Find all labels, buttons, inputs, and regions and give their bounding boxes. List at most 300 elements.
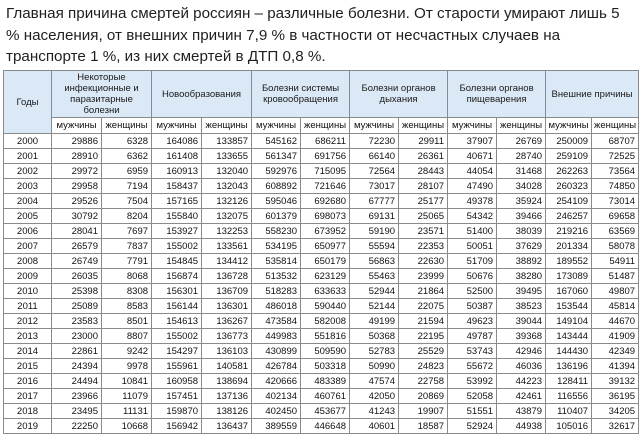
value-cell: 69131 xyxy=(350,209,399,224)
value-cell: 26579 xyxy=(52,239,102,254)
value-cell: 54342 xyxy=(448,209,497,224)
value-cell: 219216 xyxy=(546,224,592,239)
value-cell: 52924 xyxy=(448,419,497,434)
value-cell: 37907 xyxy=(448,134,497,149)
value-cell: 155002 xyxy=(152,329,202,344)
value-cell: 133655 xyxy=(202,149,252,164)
value-cell: 55672 xyxy=(448,359,497,374)
value-cell: 55594 xyxy=(350,239,399,254)
value-cell: 28041 xyxy=(52,224,102,239)
value-cell: 23583 xyxy=(52,314,102,329)
group-header-respiratory: Болезни органов дыхания xyxy=(350,71,448,118)
value-cell: 38280 xyxy=(497,269,546,284)
table-row xyxy=(4,359,639,374)
value-cell: 73017 xyxy=(350,179,399,194)
table-row xyxy=(4,269,639,284)
value-cell: 25529 xyxy=(399,344,448,359)
value-cell: 715095 xyxy=(301,164,350,179)
value-cell: 116556 xyxy=(546,389,592,404)
value-cell: 132040 xyxy=(202,164,252,179)
value-cell: 160958 xyxy=(152,374,202,389)
year-cell: 2004 xyxy=(4,194,52,209)
value-cell: 721646 xyxy=(301,179,350,194)
value-cell: 26361 xyxy=(399,149,448,164)
value-cell: 10841 xyxy=(102,374,152,389)
value-cell: 59190 xyxy=(350,224,399,239)
value-cell: 30792 xyxy=(52,209,102,224)
value-cell: 32617 xyxy=(592,419,639,434)
year-cell: 2014 xyxy=(4,344,52,359)
value-cell: 9978 xyxy=(102,359,152,374)
table-row xyxy=(4,329,639,344)
value-cell: 47490 xyxy=(448,179,497,194)
year-cell: 2000 xyxy=(4,134,52,149)
value-cell: 44938 xyxy=(497,419,546,434)
value-cell: 25398 xyxy=(52,284,102,299)
table-row xyxy=(4,134,639,149)
table-body xyxy=(4,134,639,434)
sub-header-male: мужчины xyxy=(448,118,497,134)
value-cell: 21864 xyxy=(399,284,448,299)
value-cell: 37629 xyxy=(497,239,546,254)
value-cell: 7194 xyxy=(102,179,152,194)
group-header-external: Внешние причины xyxy=(546,71,639,118)
value-cell: 128411 xyxy=(546,374,592,389)
table-row xyxy=(4,179,639,194)
value-cell: 34028 xyxy=(497,179,546,194)
value-cell: 535814 xyxy=(252,254,301,269)
group-header-neoplasms: Новообразования xyxy=(152,71,252,118)
value-cell: 201334 xyxy=(546,239,592,254)
value-cell: 42349 xyxy=(592,344,639,359)
value-cell: 26035 xyxy=(52,269,102,284)
value-cell: 453677 xyxy=(301,404,350,419)
value-cell: 460761 xyxy=(301,389,350,404)
value-cell: 158437 xyxy=(152,179,202,194)
sub-header-male: мужчины xyxy=(546,118,592,134)
value-cell: 40601 xyxy=(350,419,399,434)
table-row xyxy=(4,149,639,164)
table-row xyxy=(4,404,639,419)
value-cell: 7837 xyxy=(102,239,152,254)
value-cell: 28443 xyxy=(399,164,448,179)
value-cell: 49199 xyxy=(350,314,399,329)
value-cell: 9242 xyxy=(102,344,152,359)
year-cell: 2001 xyxy=(4,149,52,164)
value-cell: 138694 xyxy=(202,374,252,389)
sub-header-male: мужчины xyxy=(252,118,301,134)
value-cell: 52500 xyxy=(448,284,497,299)
table-row xyxy=(4,344,639,359)
value-cell: 72525 xyxy=(592,149,639,164)
value-cell: 39368 xyxy=(497,329,546,344)
value-cell: 24494 xyxy=(52,374,102,389)
value-cell: 551816 xyxy=(301,329,350,344)
value-cell: 40671 xyxy=(448,149,497,164)
value-cell: 154613 xyxy=(152,314,202,329)
value-cell: 50387 xyxy=(448,299,497,314)
value-cell: 49807 xyxy=(592,284,639,299)
value-cell: 49623 xyxy=(448,314,497,329)
value-cell: 67777 xyxy=(350,194,399,209)
value-cell: 54911 xyxy=(592,254,639,269)
value-cell: 69658 xyxy=(592,209,639,224)
value-cell: 21594 xyxy=(399,314,448,329)
value-cell: 483389 xyxy=(301,374,350,389)
value-cell: 592976 xyxy=(252,164,301,179)
value-cell: 23966 xyxy=(52,389,102,404)
value-cell: 11079 xyxy=(102,389,152,404)
value-cell: 105016 xyxy=(546,419,592,434)
year-cell: 2019 xyxy=(4,419,52,434)
value-cell: 691756 xyxy=(301,149,350,164)
value-cell: 136437 xyxy=(202,419,252,434)
value-cell: 53992 xyxy=(448,374,497,389)
value-cell: 29958 xyxy=(52,179,102,194)
value-cell: 698073 xyxy=(301,209,350,224)
value-cell: 156144 xyxy=(152,299,202,314)
value-cell: 389559 xyxy=(252,419,301,434)
value-cell: 22075 xyxy=(399,299,448,314)
sub-header-female: женщины xyxy=(592,118,639,134)
sub-header-female: женщины xyxy=(399,118,448,134)
value-cell: 42946 xyxy=(497,344,546,359)
value-cell: 534195 xyxy=(252,239,301,254)
table-row xyxy=(4,239,639,254)
value-cell: 590440 xyxy=(301,299,350,314)
value-cell: 650977 xyxy=(301,239,350,254)
value-cell: 430899 xyxy=(252,344,301,359)
value-cell: 7791 xyxy=(102,254,152,269)
value-cell: 26769 xyxy=(497,134,546,149)
sub-header-male: мужчины xyxy=(350,118,399,134)
value-cell: 8068 xyxy=(102,269,152,284)
year-cell: 2016 xyxy=(4,374,52,389)
value-cell: 144430 xyxy=(546,344,592,359)
value-cell: 420666 xyxy=(252,374,301,389)
sub-header-female: женщины xyxy=(497,118,546,134)
value-cell: 137136 xyxy=(202,389,252,404)
value-cell: 45814 xyxy=(592,299,639,314)
value-cell: 673952 xyxy=(301,224,350,239)
value-cell: 49787 xyxy=(448,329,497,344)
table-row xyxy=(4,419,639,434)
value-cell: 518283 xyxy=(252,284,301,299)
value-cell: 73014 xyxy=(592,194,639,209)
value-cell: 7504 xyxy=(102,194,152,209)
value-cell: 23495 xyxy=(52,404,102,419)
value-cell: 23571 xyxy=(399,224,448,239)
value-cell: 558230 xyxy=(252,224,301,239)
value-cell: 52944 xyxy=(350,284,399,299)
year-cell: 2018 xyxy=(4,404,52,419)
value-cell: 39495 xyxy=(497,284,546,299)
table-sex-header-row xyxy=(4,118,639,134)
value-cell: 8501 xyxy=(102,314,152,329)
sub-header-male: мужчины xyxy=(52,118,102,134)
value-cell: 39132 xyxy=(592,374,639,389)
value-cell: 154845 xyxy=(152,254,202,269)
value-cell: 262263 xyxy=(546,164,592,179)
value-cell: 56863 xyxy=(350,254,399,269)
value-cell: 52058 xyxy=(448,389,497,404)
value-cell: 49378 xyxy=(448,194,497,209)
value-cell: 155840 xyxy=(152,209,202,224)
group-header-infectious: Некоторые инфекционные и паразитарные болезни xyxy=(52,71,152,118)
value-cell: 164086 xyxy=(152,134,202,149)
year-cell: 2010 xyxy=(4,284,52,299)
sub-header-male: мужчины xyxy=(152,118,202,134)
value-cell: 561347 xyxy=(252,149,301,164)
value-cell: 25065 xyxy=(399,209,448,224)
value-cell: 7697 xyxy=(102,224,152,239)
value-cell: 51400 xyxy=(448,224,497,239)
value-cell: 50051 xyxy=(448,239,497,254)
value-cell: 509590 xyxy=(301,344,350,359)
value-cell: 156301 xyxy=(152,284,202,299)
value-cell: 19907 xyxy=(399,404,448,419)
value-cell: 402450 xyxy=(252,404,301,419)
value-cell: 161408 xyxy=(152,149,202,164)
value-cell: 153927 xyxy=(152,224,202,239)
value-cell: 68707 xyxy=(592,134,639,149)
value-cell: 402134 xyxy=(252,389,301,404)
value-cell: 55463 xyxy=(350,269,399,284)
value-cell: 136196 xyxy=(546,359,592,374)
value-cell: 473584 xyxy=(252,314,301,329)
table-row xyxy=(4,284,639,299)
value-cell: 132075 xyxy=(202,209,252,224)
value-cell: 149104 xyxy=(546,314,592,329)
value-cell: 51709 xyxy=(448,254,497,269)
value-cell: 601379 xyxy=(252,209,301,224)
table-row xyxy=(4,314,639,329)
value-cell: 650179 xyxy=(301,254,350,269)
value-cell: 38892 xyxy=(497,254,546,269)
value-cell: 43879 xyxy=(497,404,546,419)
value-cell: 29526 xyxy=(52,194,102,209)
value-cell: 260323 xyxy=(546,179,592,194)
value-cell: 25089 xyxy=(52,299,102,314)
sub-header-female: женщины xyxy=(102,118,152,134)
value-cell: 34205 xyxy=(592,404,639,419)
value-cell: 39044 xyxy=(497,314,546,329)
value-cell: 136728 xyxy=(202,269,252,284)
value-cell: 132126 xyxy=(202,194,252,209)
value-cell: 8204 xyxy=(102,209,152,224)
value-cell: 633633 xyxy=(301,284,350,299)
value-cell: 46036 xyxy=(497,359,546,374)
year-cell: 2012 xyxy=(4,314,52,329)
value-cell: 31468 xyxy=(497,164,546,179)
value-cell: 23999 xyxy=(399,269,448,284)
value-cell: 138126 xyxy=(202,404,252,419)
value-cell: 26749 xyxy=(52,254,102,269)
value-cell: 545162 xyxy=(252,134,301,149)
value-cell: 24394 xyxy=(52,359,102,374)
value-cell: 39466 xyxy=(497,209,546,224)
year-cell: 2005 xyxy=(4,209,52,224)
value-cell: 686211 xyxy=(301,134,350,149)
value-cell: 189552 xyxy=(546,254,592,269)
value-cell: 157451 xyxy=(152,389,202,404)
value-cell: 20869 xyxy=(399,389,448,404)
value-cell: 28107 xyxy=(399,179,448,194)
mortality-table xyxy=(3,70,639,434)
year-cell: 2013 xyxy=(4,329,52,344)
value-cell: 446648 xyxy=(301,419,350,434)
value-cell: 29911 xyxy=(399,134,448,149)
value-cell: 8807 xyxy=(102,329,152,344)
intro-paragraph: Главная причина смертей россиян – различные болезни. От старости умирают лишь 5 % населения, от внешних причин 7,9 % в частности от несчастных случаев на транспорте 1 %, из них смертей в ДТП 0,8 %. xyxy=(6,5,620,65)
value-cell: 156874 xyxy=(152,269,202,284)
value-cell: 136773 xyxy=(202,329,252,344)
table-row xyxy=(4,209,639,224)
value-cell: 582008 xyxy=(301,314,350,329)
value-cell: 259109 xyxy=(546,149,592,164)
value-cell: 155961 xyxy=(152,359,202,374)
value-cell: 22861 xyxy=(52,344,102,359)
value-cell: 41909 xyxy=(592,329,639,344)
value-cell: 160913 xyxy=(152,164,202,179)
value-cell: 51487 xyxy=(592,269,639,284)
value-cell: 246257 xyxy=(546,209,592,224)
value-cell: 250009 xyxy=(546,134,592,149)
year-cell: 2007 xyxy=(4,239,52,254)
value-cell: 51551 xyxy=(448,404,497,419)
value-cell: 74850 xyxy=(592,179,639,194)
sub-header-female: женщины xyxy=(301,118,350,134)
value-cell: 486018 xyxy=(252,299,301,314)
value-cell: 24823 xyxy=(399,359,448,374)
value-cell: 608892 xyxy=(252,179,301,194)
value-cell: 159870 xyxy=(152,404,202,419)
value-cell: 50990 xyxy=(350,359,399,374)
value-cell: 41243 xyxy=(350,404,399,419)
value-cell: 143444 xyxy=(546,329,592,344)
value-cell: 28740 xyxy=(497,149,546,164)
value-cell: 6362 xyxy=(102,149,152,164)
value-cell: 50368 xyxy=(350,329,399,344)
value-cell: 8583 xyxy=(102,299,152,314)
value-cell: 136301 xyxy=(202,299,252,314)
value-cell: 35924 xyxy=(497,194,546,209)
group-header-circulatory: Болезни системы кровообращения xyxy=(252,71,350,118)
value-cell: 50676 xyxy=(448,269,497,284)
value-cell: 72230 xyxy=(350,134,399,149)
value-cell: 42050 xyxy=(350,389,399,404)
value-cell: 132043 xyxy=(202,179,252,194)
value-cell: 18587 xyxy=(399,419,448,434)
value-cell: 692680 xyxy=(301,194,350,209)
year-cell: 2017 xyxy=(4,389,52,404)
value-cell: 10668 xyxy=(102,419,152,434)
value-cell: 136103 xyxy=(202,344,252,359)
value-cell: 22630 xyxy=(399,254,448,269)
year-cell: 2011 xyxy=(4,299,52,314)
value-cell: 136267 xyxy=(202,314,252,329)
value-cell: 154297 xyxy=(152,344,202,359)
value-cell: 134412 xyxy=(202,254,252,269)
value-cell: 156942 xyxy=(152,419,202,434)
value-cell: 623129 xyxy=(301,269,350,284)
value-cell: 28910 xyxy=(52,149,102,164)
table-row xyxy=(4,194,639,209)
value-cell: 23000 xyxy=(52,329,102,344)
year-cell: 2006 xyxy=(4,224,52,239)
value-cell: 47574 xyxy=(350,374,399,389)
value-cell: 44054 xyxy=(448,164,497,179)
value-cell: 38523 xyxy=(497,299,546,314)
value-cell: 6959 xyxy=(102,164,152,179)
value-cell: 53743 xyxy=(448,344,497,359)
table-row xyxy=(4,299,639,314)
value-cell: 38039 xyxy=(497,224,546,239)
year-cell: 2015 xyxy=(4,359,52,374)
value-cell: 140581 xyxy=(202,359,252,374)
value-cell: 52783 xyxy=(350,344,399,359)
table-row xyxy=(4,374,639,389)
value-cell: 426784 xyxy=(252,359,301,374)
value-cell: 44223 xyxy=(497,374,546,389)
value-cell: 36195 xyxy=(592,389,639,404)
value-cell: 66140 xyxy=(350,149,399,164)
value-cell: 167060 xyxy=(546,284,592,299)
value-cell: 8308 xyxy=(102,284,152,299)
value-cell: 11131 xyxy=(102,404,152,419)
value-cell: 157165 xyxy=(152,194,202,209)
year-column-header: Годы xyxy=(4,71,52,134)
value-cell: 41394 xyxy=(592,359,639,374)
value-cell: 72564 xyxy=(350,164,399,179)
value-cell: 153544 xyxy=(546,299,592,314)
value-cell: 52144 xyxy=(350,299,399,314)
value-cell: 133561 xyxy=(202,239,252,254)
value-cell: 155002 xyxy=(152,239,202,254)
value-cell: 22250 xyxy=(52,419,102,434)
value-cell: 29972 xyxy=(52,164,102,179)
sub-header-female: женщины xyxy=(202,118,252,134)
value-cell: 22195 xyxy=(399,329,448,344)
table-row xyxy=(4,254,639,269)
table-row xyxy=(4,164,639,179)
table-row xyxy=(4,224,639,239)
year-cell: 2009 xyxy=(4,269,52,284)
value-cell: 22353 xyxy=(399,239,448,254)
value-cell: 503318 xyxy=(301,359,350,374)
value-cell: 6328 xyxy=(102,134,152,149)
table-row xyxy=(4,389,639,404)
table-group-header-row xyxy=(4,71,639,118)
value-cell: 29886 xyxy=(52,134,102,149)
value-cell: 513532 xyxy=(252,269,301,284)
value-cell: 63569 xyxy=(592,224,639,239)
value-cell: 595046 xyxy=(252,194,301,209)
value-cell: 25177 xyxy=(399,194,448,209)
value-cell: 254109 xyxy=(546,194,592,209)
value-cell: 22758 xyxy=(399,374,448,389)
group-header-digestive: Болезни органов пищеварения xyxy=(448,71,546,118)
year-cell: 2002 xyxy=(4,164,52,179)
year-cell: 2008 xyxy=(4,254,52,269)
year-cell: 2003 xyxy=(4,179,52,194)
value-cell: 42461 xyxy=(497,389,546,404)
value-cell: 173089 xyxy=(546,269,592,284)
value-cell: 73564 xyxy=(592,164,639,179)
value-cell: 110407 xyxy=(546,404,592,419)
value-cell: 132253 xyxy=(202,224,252,239)
value-cell: 44670 xyxy=(592,314,639,329)
